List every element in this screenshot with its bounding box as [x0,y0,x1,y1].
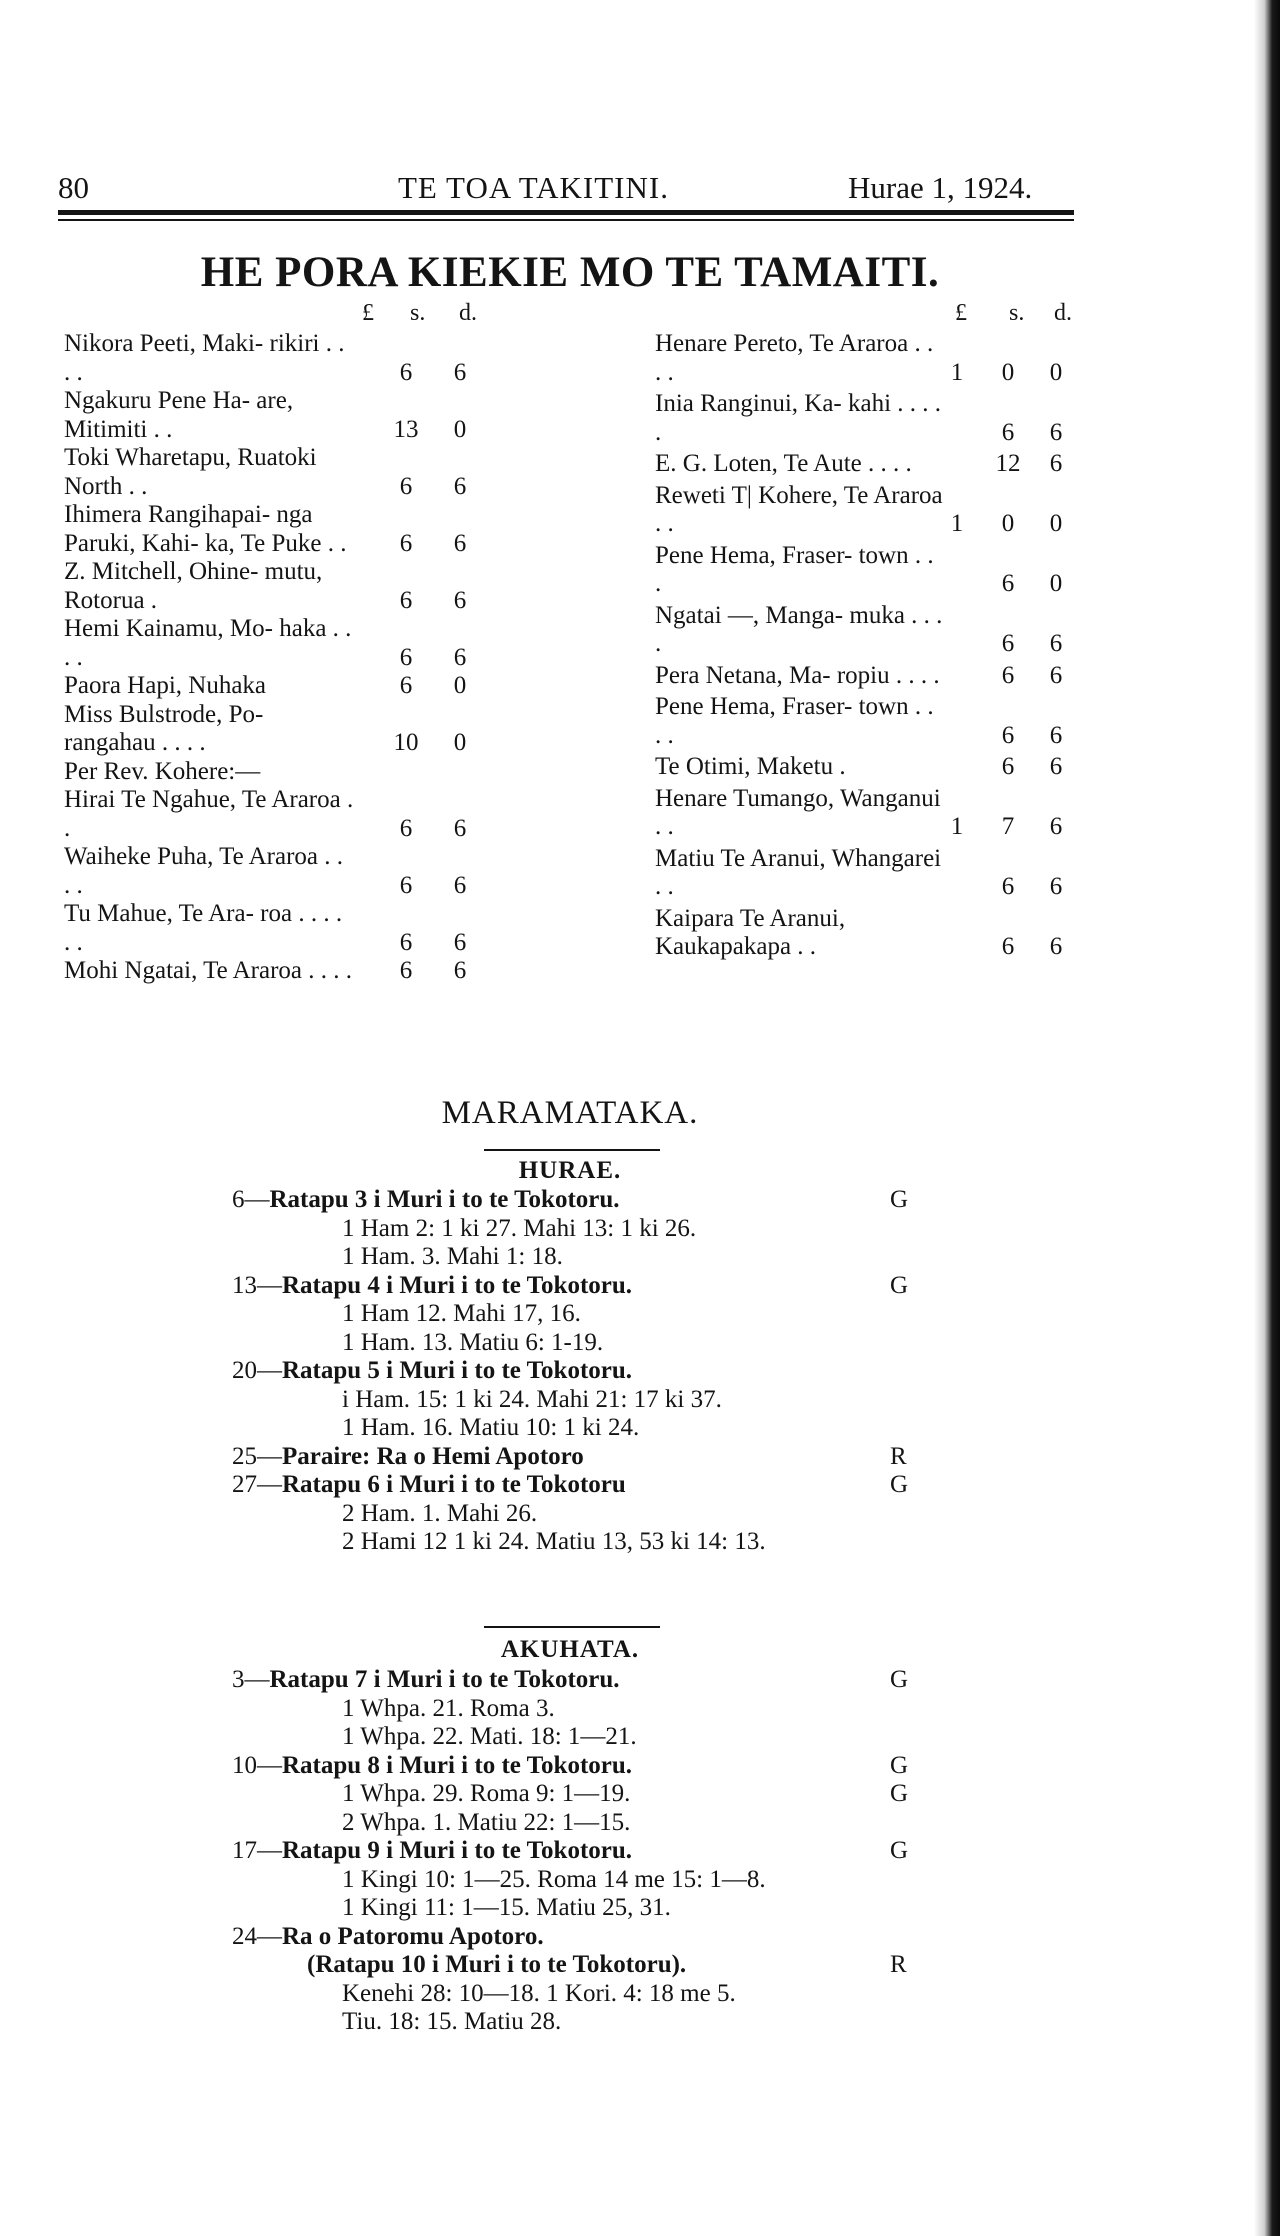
donation-entry [64,786,504,843]
donor-name: Pene Hema, Fraser- town . . . . [655,693,934,749]
donor-name: Miss Bulstrode, Po- rangahau . . . . [64,700,264,756]
amount-pence: 6 [1049,873,1063,900]
liturgical-colour: R [890,1442,907,1470]
header-rule-thin [58,219,1074,221]
month-rule [484,1626,660,1628]
amount-shillings: 6 [1001,721,1015,749]
amount-shillings: 12 [995,450,1021,477]
donor-name: Te Otimi, Maketu . [655,753,846,780]
feast-name: Ratapu 3 i Muri i to te Tokotoru. [269,1186,620,1213]
calendar-reading [232,1300,902,1329]
reading-text: 2 Ham. 1. Mahi 26. [342,1499,538,1527]
month-rule [484,1149,660,1151]
day-number: 6— [232,1186,270,1213]
donor-name: Hirai Te Ngahue, Te Araroa . . [64,786,354,842]
donor-name: Mohi Ngatai, Te Araroa . . . . [64,957,353,984]
amount-pence: 6 [1049,450,1063,477]
calendar-reading [232,1866,902,1895]
reading-text: 2 Hami 12 1 ki 24. Matiu 13, 53 ki 14: 13. [342,1528,766,1555]
amount-shillings: 6 [1001,418,1015,446]
day-number: 3— [232,1666,270,1693]
reading-text: 1 Ham 12. Mahi 17, 16. [342,1300,581,1327]
amount-pence: 6 [1049,418,1063,446]
amount-shillings: 6 [1001,661,1015,689]
donation-entry [655,662,1095,691]
amount-pence: 6 [453,586,467,614]
reading-text: 1 Ham. 3. Mahi 1: 18. [342,1243,563,1270]
donor-name: E. G. Loten, Te Aute . . . . [655,450,912,477]
donations-right-column [655,300,1095,965]
amount-pence: 0 [453,415,467,443]
donation-entry [64,701,504,758]
donor-name: Ngakuru Pene Ha- are, Mitimiti . . [64,387,294,443]
amount-shillings: 0 [1001,510,1015,537]
donation-entry [655,390,1095,447]
reading-text: 1 Ham. 13. Matiu 6: 1-19. [342,1328,604,1356]
calendar-reading [232,1809,902,1838]
day-number: 10— [232,1751,282,1779]
calendar-day [232,1752,922,1781]
donor-name: Matiu Te Aranui, Whangarei . . [655,844,942,900]
liturgical-colour: G [890,1666,909,1693]
donation-entry [64,615,504,672]
amount-pence: 6 [453,871,467,899]
day-number: 25— [232,1442,282,1470]
calendar-reading [232,1243,902,1272]
amount-shillings: 6 [399,957,413,984]
feast-name: Ra o Patoromu Apotoro. [282,1922,544,1950]
liturgical-colour: G [890,1751,909,1779]
donation-entry [64,501,504,558]
feast-name: Ratapu 6 i Muri i to te Tokotoru [282,1471,626,1498]
calendar-reading [232,1215,902,1244]
feast-name: Ratapu 8 i Muri i to te Tokotoru. [282,1751,633,1779]
donation-entry [655,542,1095,599]
donation-entry [64,444,504,501]
calendar-note [232,1951,922,1980]
reading-text: 2 Whpa. 1. Matiu 22: 1—15. [342,1808,631,1836]
donation-entry [64,758,504,787]
donation-entry [655,845,1095,902]
donor-name: Waiheke Puha, Te Araroa . . . . [64,843,344,899]
month-entries-hurae [232,1186,922,1557]
reading-text: Tiu. 18: 15. Matiu 28. [342,2008,562,2035]
amount-shillings: 6 [399,672,413,699]
reading-text: 1 Ham. 16. Matiu 10: 1 ki 24. [342,1414,640,1441]
calendar-reading [232,1414,902,1443]
amount-pounds: 1 [950,813,964,840]
amount-pence: 6 [1049,933,1063,960]
amount-pence: 0 [1049,358,1063,386]
liturgical-colour: G [890,1780,909,1807]
reading-text: Kenehi 28: 10—18. 1 Kori. 4: 18 me 5. [342,1979,736,2007]
day-number: 17— [232,1837,282,1864]
donation-entry [64,900,504,957]
feast-name: Ratapu 4 i Muri i to te Tokotoru. [282,1271,633,1299]
shillings-header: s. [410,300,426,326]
calendar-reading [232,1695,902,1724]
amount-shillings: 6 [1001,630,1015,657]
reading-text: (Ratapu 10 i Muri i to te Tokotoru). [307,1951,687,1978]
amount-pence: 6 [1049,630,1063,657]
calendar-reading [232,1780,909,1809]
calendar-reading [232,1894,902,1923]
donor-name: Nikora Peeti, Maki- rikiri . . . . [64,330,345,386]
currency-header [64,300,504,330]
reading-text: 1 Whpa. 29. Roma 9: 1—19. [342,1780,631,1807]
donation-entry [64,387,504,444]
amount-pence: 6 [453,643,467,671]
donor-name: Per Rev. Kohere:— [64,757,261,785]
donation-entry [655,785,1095,842]
calendar-day [232,1837,922,1866]
feast-name: Ratapu 7 i Muri i to te Tokotoru. [269,1666,620,1693]
donation-entry [655,905,1095,962]
amount-shillings: 10 [393,729,419,756]
amount-pence: 6 [453,957,467,984]
amount-shillings: 6 [1001,873,1015,900]
amount-shillings: 6 [1001,570,1015,597]
reading-text: 1 Whpa. 22. Mati. 18: 1—21. [342,1723,637,1750]
amount-shillings: 6 [1001,753,1015,780]
amount-pence: 0 [453,729,467,756]
amount-pence: 6 [1049,753,1063,780]
donations-left-column [64,300,504,986]
amount-pence: 6 [453,358,467,386]
amount-shillings: 6 [399,472,413,500]
pence-header: d. [459,300,477,326]
calendar-day [232,1923,922,1952]
feast-name: Ratapu 5 i Muri i to te Tokotoru. [282,1357,633,1384]
donor-name: Inia Ranginui, Ka- kahi . . . . . [655,390,942,446]
donor-name: Pene Hema, Fraser- town . . . [655,541,934,597]
donation-entry [655,753,1095,782]
shillings-header: s. [1009,300,1025,326]
amount-pence: 6 [1049,813,1063,840]
donor-name: Kaipara Te Aranui, Kaukapakapa . . [655,904,846,960]
donation-list [64,330,504,986]
amount-pence: 0 [1049,570,1063,597]
donation-entry [655,450,1095,479]
amount-shillings: 6 [399,814,413,842]
calendar-day [232,1471,922,1500]
liturgical-colour: G [890,1186,909,1213]
calendar-reading [232,1329,902,1358]
day-number: 27— [232,1471,282,1498]
calendar-reading [232,1528,902,1557]
pounds-header: £ [955,300,967,326]
amount-pence: 6 [1049,721,1063,749]
reading-text: 1 Ham 2: 1 ki 27. Mahi 13: 1 ki 26. [342,1214,697,1242]
donation-entry [64,330,504,387]
issue-date: Hurae 1, 1924. [848,170,1033,205]
donor-name: Ngatai —, Manga- muka . . . . [655,601,943,657]
amount-pounds: 1 [950,510,964,537]
calendar-day [232,1272,922,1301]
donation-entry [655,330,1095,387]
amount-shillings: 7 [1001,813,1015,840]
month-entries-akuhata [232,1666,922,2037]
scan-edge [1254,0,1280,2236]
calendar-reading [232,1723,902,1752]
calendar-day [232,1186,922,1215]
amount-shillings: 0 [1001,358,1015,386]
donor-name: Hemi Kainamu, Mo- haka . . . . [64,615,352,671]
calendar-reading [232,1500,902,1529]
amount-shillings: 6 [399,586,413,614]
donor-name: Reweti T| Kohere, Te Araroa . . [655,481,943,537]
donor-name: Pera Netana, Ma- ropiu . . . . [655,661,940,689]
donor-name: Z. Mitchell, Ohine- mutu, Rotorua . [64,558,323,614]
page-header [58,170,1078,210]
donation-entry [655,602,1095,659]
liturgical-colour: R [890,1951,907,1978]
calendar-reading [232,2008,902,2037]
pounds-header: £ [362,300,374,326]
donation-entry [64,957,504,986]
liturgical-colour: G [890,1837,909,1864]
amount-pence: 6 [453,814,467,842]
donor-name: Toki Wharetapu, Ruatoki North . . [64,444,317,500]
header-rule [58,210,1074,215]
amount-pence: 0 [1049,510,1063,537]
amount-shillings: 6 [399,871,413,899]
amount-pence: 6 [453,529,467,557]
publication-title: TE TOA TAKITINI. [398,170,669,205]
amount-pence: 6 [1049,661,1063,689]
feast-name: Paraire: Ra o Hemi Apotoro [282,1442,584,1470]
page-number: 80 [58,170,89,205]
donation-entry [64,672,504,701]
donation-list [655,330,1095,962]
donor-name: Paora Hapi, Nuhaka [64,672,267,699]
donation-entry [655,693,1095,750]
day-number: 24— [232,1922,282,1950]
pence-header: d. [1054,300,1072,326]
amount-shillings: 6 [399,358,413,386]
reading-text: 1 Kingi 11: 1—15. Matiu 25, 31. [342,1894,671,1921]
amount-pounds: 1 [950,358,964,386]
amount-shillings: 6 [399,529,413,557]
donation-entry [64,558,504,615]
amount-shillings: 6 [1001,933,1015,960]
donor-name: Ihimera Rangihapai- nga Paruki, Kahi- ka, Te Puke . . [64,501,347,557]
amount-shillings: 6 [399,643,413,671]
donation-entry [64,843,504,900]
amount-pence: 0 [453,672,467,699]
donation-entry [655,482,1095,539]
reading-text: 1 Kingi 10: 1—25. Roma 14 me 15: 1—8. [342,1865,766,1893]
donor-name: Tu Mahue, Te Ara- roa . . . . . . [64,900,343,956]
amount-pence: 6 [453,472,467,500]
calendar-day [232,1357,922,1386]
feast-name: Ratapu 9 i Muri i to te Tokotoru. [282,1837,633,1864]
day-number: 20— [232,1357,282,1384]
currency-header [655,300,1095,330]
month-title-hurae: HURAE. [518,1157,622,1184]
liturgical-colour: G [890,1271,909,1299]
amount-shillings: 13 [393,415,419,443]
calendar-reading [232,1386,902,1415]
day-number: 13— [232,1271,282,1299]
calendar-day [232,1443,922,1472]
amount-pence: 6 [453,928,467,956]
liturgical-colour: G [890,1471,909,1498]
amount-shillings: 6 [399,928,413,956]
reading-text: i Ham. 15: 1 ki 24. Mahi 21: 17 ki 37. [342,1385,722,1413]
donor-name: Henare Pereto, Te Araroa . . . . [655,330,934,386]
article-title: HE PORA KIEKIE MO TE TAMAITI. [200,249,940,296]
calendar-reading [232,1980,902,2009]
reading-text: 1 Whpa. 21. Roma 3. [342,1694,555,1722]
calendar-day [232,1666,922,1695]
donor-name: Henare Tumango, Wanganui . . [655,784,941,840]
calendar-title: MARAMATAKA. [441,1095,699,1131]
month-title-akuhata: AKUHATA. [500,1636,640,1663]
